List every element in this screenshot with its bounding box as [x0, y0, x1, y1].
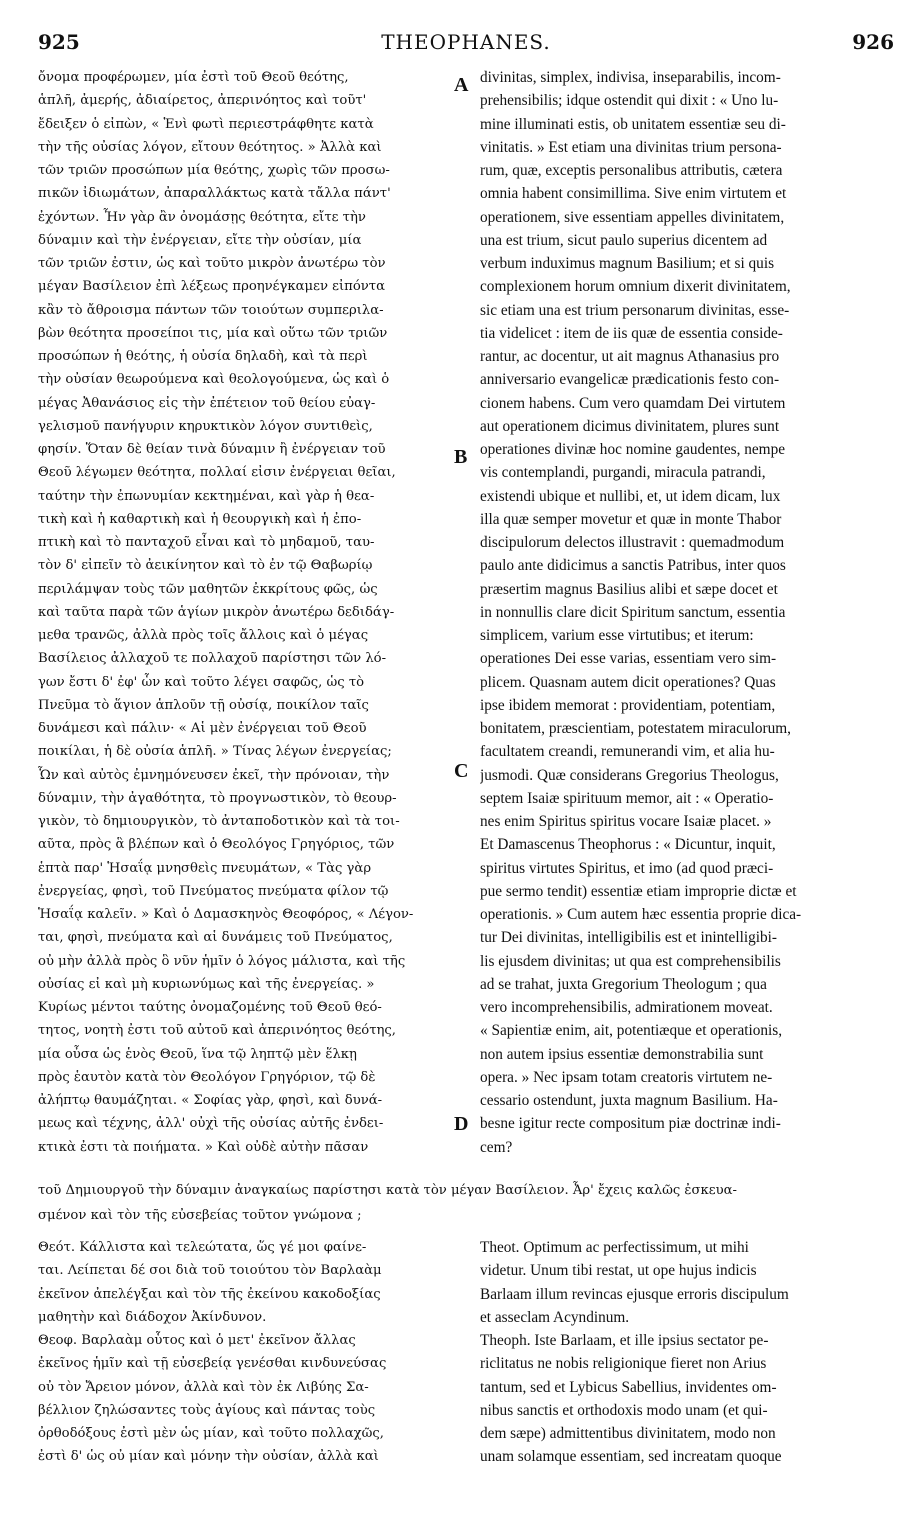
latin-text-line: operationem, sive essentiam appelles divinitatem, — [480, 208, 785, 226]
latin-text-line: tantum, sed et Lybicus Sabellius, invidentes om- — [480, 1378, 777, 1396]
latin-text-line: « Sapientiæ enim, ait, potentiæque et operationis, — [480, 1022, 783, 1040]
latin-text-line: rantur, ac docentur, ut ait magnus Athanasius pro — [480, 348, 780, 365]
greek-text-line: τῶν τριῶν ἐστιν, ὡς καὶ τοῦτο μικρὸν ἀνωτέρω τὸν — [38, 256, 386, 271]
greek-text-line: ἁπλῆ, ἀμερής, ἀδιαίρετος, ἀπερινόητος καὶ τοῦτ' — [38, 93, 367, 109]
latin-text-line: ipse ibidem memorat : providentiam, potentiam, — [480, 696, 776, 714]
latin-text-line: besne igitur recte compositum piæ doctrinæ indi- — [480, 1115, 781, 1133]
latin-text-line: rum, quæ, exceptis personalibus attributis, cætera — [480, 162, 783, 179]
latin-text-line: prehensibilis; idque ostendit qui dixit : « Uno lu- — [480, 92, 779, 110]
greek-text-line: ἐκεῖνον ἀπελέγξαι καὶ τὸν τῆς ἐκείνου κακοδοξίας — [38, 1286, 381, 1302]
greek-text-line: γικὸν, τὸ δημιουργικὸν, τὸ ἀνταποδοτικὸν καὶ τὰ τοι- — [38, 814, 400, 829]
greek-text-line: ὀρθοδόξους ἐστὶ μὲν ὡς μίαν, καὶ τοῦτο πολλαχῶς, — [38, 1426, 384, 1441]
latin-text-line: anniversario evangelicæ prædicationis festo con- — [480, 371, 780, 389]
greek-text-line: ὄνομα προφέρωμεν, μία ἐστὶ τοῦ Θεοῦ θεότης, — [38, 70, 349, 85]
greek-text-line: τὴν οὐσίαν θεωρούμενα καὶ θεολογούμενα, ὡς καὶ ὁ — [38, 372, 390, 388]
greek-text-line: Βασίλειος ἀλλαχοῦ τε πολλαχοῦ παρίστησι τῶν λό- — [38, 651, 387, 667]
latin-text-line: videtur. Unum tibi restat, ut ope hujus indicis — [480, 1262, 757, 1280]
greek-text-line: Κυρίως μέντοι ταύτης ὀνομαζομένης τοῦ Θεοῦ θεό- — [38, 1000, 382, 1015]
greek-text-line: μέγαν Βασίλειον ἐπὶ λέξεως προηνέγκαμεν εἰπόντα — [38, 279, 385, 295]
page-number-left: 925 — [38, 30, 80, 54]
latin-text-line: non autem ipsius essentiæ demonstrabilia sunt — [480, 1045, 764, 1063]
latin-text-line: vero incomprehensibilis, admirationem moveat. — [480, 999, 773, 1016]
latin-text-line: pue sermo tendit) essentiæ etiam improprie dictæ et — [480, 882, 797, 900]
latin-text-line: spiritus virtutes Spiritus, et imo (ad quod præci- — [480, 859, 774, 877]
greek-text-line: δυνάμεσι καὶ πάλιν· « Αἱ μὲν ἐνέργειαι τοῦ Θεοῦ — [38, 721, 367, 736]
greek-text-line: καὶ ταῦτα παρὰ τῶν ἁγίων μικρὸν ἀνωτέρω δεδιδάγ- — [38, 604, 395, 620]
greek-text-line: πτικὴ καὶ τὸ πανταχοῦ εἶναι καὶ τὸ μηδαμοῦ, ταυ- — [38, 535, 375, 550]
latin-text-line: et asseclam Acyndinum. — [480, 1308, 630, 1326]
greek-text-line: πρὸς ἑαυτὸν κατὰ τὸν Θεολόγον Γρηγόριον, τῷ δὲ — [38, 1069, 376, 1085]
latin-text-line: ad se trahat, juxta Gregorium Theologum ; qua — [480, 975, 767, 993]
greek-column — [38, 66, 448, 1159]
greek-text-line: ποικίλαι, ἡ δὲ οὐσία ἁπλῆ. » Τίνας λέγων ἐνεργείας; — [38, 744, 392, 760]
greek-text-line: οὐ μὴν ἀλλὰ πρὸς ὃ νῦν ἡμῖν ὁ λόγος μάλιστα, καὶ τῆς — [38, 953, 406, 969]
latin-text-line: mine illuminati estis, ob unitatem essentiæ seu di- — [480, 115, 786, 133]
greek-text-line: μεθα τρανῶς, ἀλλὰ πρὸς τοῖς ἄλλοις καὶ ὁ μέγας — [38, 628, 369, 643]
greek-text-line: Πνεῦμα τὸ ἅγιον ἁπλοῦν τῇ οὐσίᾳ, ποικίλον ταῖς — [38, 697, 369, 713]
greek-text-line: ἔδειξεν ὁ εἰπὼν, « Ἑνὶ φωτὶ περιεστράφθητε κατὰ — [38, 116, 374, 132]
latin-text-line: nibus sanctis et orthodoxis modo unam (et qui- — [480, 1401, 768, 1419]
section-marker-c: C — [454, 760, 469, 782]
latin-text-line: discipulorum delectos illustravit : quemadmodum — [480, 534, 785, 551]
latin-text-line: omnia habent consimillima. Sive enim virtutem et — [480, 185, 787, 203]
latin-text-line: illa quæ semper movetur et quæ in monte Thabor — [480, 510, 782, 528]
latin-text-line: divinitas, simplex, indivisa, inseparabilis, incom- — [480, 69, 781, 86]
running-title: THEOPHANES. — [381, 30, 551, 54]
greek-text-line: ἐνεργείας, φησὶ, τοῦ Πνεύματος πνεύματα φίλον τῷ — [38, 883, 389, 899]
greek-text-line: Ἡσαΐᾳ καλεῖν. » Καὶ ὁ Δαμασκηνὸς Θεοφόρος, « Λέγον- — [38, 907, 414, 922]
greek-text-line: βέλλιον ζηλώσαντες τοὺς ἁγίους καὶ πάντας τοὺς — [38, 1402, 376, 1418]
latin-text-line: riclitatus ne nobis religionique fieret non Arius — [480, 1355, 767, 1373]
greek-text-line: γων ἔστι δ' ἐφ' ὧν καὶ τοῦτο λέγει σαφῶς, ὡς τὸ — [38, 674, 365, 690]
greek-text-line: μέγας Ἀθανάσιος εἰς τὴν ἐπέτειον τοῦ θείου εὐαγ- — [38, 395, 376, 411]
greek-text-line: μία οὖσα ὡς ἑνὸς Θεοῦ, ἵνα τῷ ληπτῷ μὲν ἕλκῃ — [38, 1046, 357, 1062]
bridge-line-1: τοῦ Δημιουργοῦ τὴν δύναμιν ἀναγκαίως παρίστησι κατὰ τὸν μέγαν Βασίλειον. Ἆρ' ἔχεις καλῶς ἐσκευα- — [38, 1183, 737, 1198]
latin-text-line: bonitatem, præscientiam, potestatem miraculorum, — [480, 720, 791, 737]
latin-text-line: tur Dei divinitas, intelligibilis est et inintelligibi- — [480, 929, 777, 947]
greek-text-line: τικὴ καὶ ἡ καθαρτικὴ καὶ ἡ θεουργικὴ καὶ ἡ ἐπο- — [38, 511, 362, 527]
greek-text-line: βὼν θεότητα προσείποι τις, μία καὶ οὕτω τῶν τριῶν — [38, 325, 388, 341]
greek-text-line: Θεοφ. Βαρλαὰμ οὗτος καὶ ὁ μετ' ἐκεῖνον ἄλλας — [38, 1333, 356, 1348]
greek-text-line: οὐ τὸν Ἄρειον μόνον, ἀλλὰ καὶ τὸν ἐκ Λιβύης Σα- — [38, 1379, 369, 1395]
greek-text-line: ἑπτὰ παρ' Ἡσαΐᾳ μνησθεὶς πνευμάτων, « Τὰς γὰρ — [38, 860, 372, 876]
latin-text-line: lis ejusdem divinitas; ut qua est comprehensibilis — [480, 952, 781, 970]
greek-text-line: προσώπων ἡ θεότης, ἡ οὐσία δηλαδὴ, καὶ τὰ περὶ — [38, 349, 368, 364]
latin-text-line: Theot. Optimum ac perfectissimum, ut mihi — [480, 1239, 749, 1256]
latin-text-line: paulo ante didicimus a sanctis Patribus, inter quos — [480, 557, 786, 575]
greek-text-line: κτικὰ ἐστι τὰ ποιήματα. » Καὶ οὐδὲ αὐτὴν πᾶσαν — [38, 1139, 369, 1155]
latin-text-line: jusmodi. Quæ considerans Gregorius Theologus, — [480, 766, 779, 784]
greek-text-line: ἐχόντων. Ἦν γὰρ ἂν ὀνομάσῃς θεότητα, εἴτε τὴν — [38, 209, 366, 225]
latin-text-line: vis contemplandi, purgandi, miracula patrandi, — [480, 464, 766, 482]
greek-text-line: Θεοῦ λέγωμεν θεότητα, πολλαί εἰσιν ἐνέργειαι θεῖαι, — [38, 465, 396, 481]
latin-text-line: verbum induximus magnum Basilium; et si quis — [480, 255, 775, 272]
greek-text-line: γελισμοῦ πανήγυριν κηρυκτικὸν λόγον συντιθεὶς, — [38, 418, 373, 434]
bridge-line-2: σμένον καὶ τὸν τῆς εὐσεβείας τοῦτον γνώμονα ; — [38, 1208, 362, 1223]
greek-text-line: αῦτα, πρὸς ἃ βλέπων καὶ ὁ Θεολόγος Γρηγόριος, τῶν — [38, 837, 395, 853]
latin-text-line: Et Damascenus Theophorus : « Dicuntur, inquit, — [480, 836, 776, 854]
greek-text-line: ἐστὶ δ' ὡς οὐ μίαν καὶ μόνην τὴν οὐσίαν, ἀλλὰ καὶ — [38, 1449, 379, 1465]
latin-text-line: existendi ubique et nullibi, et, ut idem dicam, lux — [480, 487, 781, 505]
latin-text-line: complexionem horum omnium dixerit divinitatem, — [480, 278, 791, 296]
latin-text-line: facultatem creandi, remunerandi vim, et alia hu- — [480, 743, 775, 761]
greek-text-line: ται, φησὶ, πνεύματα καὶ αἱ δυνάμεις τοῦ Πνεύματος, — [38, 930, 393, 946]
greek-text-line: τὴν τῆς οὐσίας λόγον, εἴτουν θεότητος. » Ἀλλὰ καὶ — [38, 139, 382, 155]
greek-column-dialogue — [38, 1236, 448, 1469]
greek-text-line: τητος, νοητὴ ἐστι τοῦ αὐτοῦ καὶ ἀπερινόητος θεότης, — [38, 1023, 396, 1039]
greek-text-line: κἂν τὸ ἄθροισμα πάντων τῶν τοιούτων συμπεριλα- — [38, 302, 384, 318]
latin-text-line: operationes Dei esse varias, essentiam vero sim- — [480, 650, 777, 668]
latin-column-dialogue — [480, 1236, 888, 1469]
section-marker-d: D — [454, 1113, 469, 1135]
latin-column — [480, 66, 888, 1159]
greek-text-line: δύναμιν καὶ τὴν ἐνέργειαν, εἴτε τὴν οὐσίαν, μία — [38, 232, 362, 248]
greek-text-line: οὐσίας εἰ καὶ μὴ κυριωνύμως καὶ τῆς ἐνεργείας. » — [38, 976, 375, 992]
latin-text-line: operationis. » Cum autem hæc essentia proprie dica- — [480, 906, 802, 923]
greek-text-line: περιλάμψαν τοὺς τῶν μαθητῶν ἐκκρίτους φῶς, ὡς — [38, 581, 378, 597]
greek-text-line: ἐκεῖνος ἡμῖν καὶ τῇ εὐσεβείᾳ γενέσθαι κινδυνεύσας — [38, 1356, 387, 1372]
latin-text-line: septem Isaiæ spirituum memor, ait : « Operatio- — [480, 789, 774, 807]
greek-text-line: ται. Λείπεται δέ σοι διὰ τοῦ τοιούτου τὸν Βαρλαὰμ — [38, 1263, 382, 1279]
greek-text-line: τῶν τριῶν προσώπων μία θεότης, χωρὶς τῶν προσω- — [38, 163, 390, 178]
latin-text-line: aut operationem dicimus divinitatem, plures sunt — [480, 417, 780, 435]
latin-text-line: operationes divinæ hoc nomine gaudentes, nempe — [480, 441, 786, 458]
section-marker-a: A — [454, 74, 469, 96]
latin-text-line: in nonnullis clare dicit Spiritum sanctum, essentia — [480, 603, 786, 621]
latin-text-line: plicem. Quasnam autem dicit operationes? Quas — [480, 673, 776, 691]
latin-text-line: cem? — [480, 1138, 513, 1156]
greek-text-line: ἀλήπτῳ θαυμάζηται. « Σοφίας γὰρ, φησὶ, καὶ δυνά- — [38, 1093, 383, 1108]
latin-text-line: Barlaam illum revincas ejusque erroris discipulum — [480, 1285, 789, 1303]
greek-text-line: Ὧν καὶ αὐτὸς ἐμνημόνευσεν ἐκεῖ, τὴν πρόνοιαν, τὴν — [38, 767, 390, 783]
latin-text-line: Theoph. Iste Barlaam, et ille ipsius sectator pe- — [480, 1332, 769, 1349]
page-header — [38, 30, 894, 60]
latin-text-line: simplicem, varium esse virtutibus; et iterum: — [480, 627, 754, 644]
greek-text-line: δύναμιν, τὴν ἀγαθότητα, τὸ προγνωστικὸν, τὸ θεουρ- — [38, 790, 397, 806]
latin-text-line: opera. » Nec ipsam totam creatoris virtutem ne- — [480, 1068, 773, 1086]
greek-text-line: φησίν. Ὅταν δὲ θείαν τινὰ δύναμιν ἢ ἐνέργειαν τοῦ — [38, 442, 386, 457]
section-marker-b: B — [454, 446, 468, 468]
latin-text-line: vinitatis. » Est etiam una divinitas trium persona- — [480, 138, 782, 156]
latin-text-line: cionem habens. Cum vero quamdam Dei virtutem — [480, 394, 786, 412]
latin-text-line: dem sæpe) admittentibus divinitatem, modo non — [480, 1425, 776, 1442]
latin-text-line: tia videlicet : item de iis quæ de essentia conside- — [480, 324, 783, 342]
greek-text-line: μεως καὶ τέχνης, ἀλλ' οὐχὶ τῆς οὐσίας αὐτῆς ἐνδει- — [38, 1116, 384, 1132]
latin-text-line: cessario ostendunt, juxta magnum Basilium. Ha- — [480, 1092, 778, 1109]
greek-text-line: Θεότ. Κάλλιστα καὶ τελεώτατα, ὥς γέ μοι φαίνε- — [38, 1240, 367, 1255]
latin-text-line: præsertim magnus Basilius alibi et sæpe docet et — [480, 580, 778, 598]
greek-text-line: ταύτην τὴν ἐπωνυμίαν κεκτημέναι, καὶ γὰρ ἡ θεα- — [38, 488, 375, 504]
latin-text-line: nes enim Spiritus spiritus vocare Isaiæ placet. » — [480, 813, 772, 830]
greek-text-line: πικῶν ἰδιωμάτων, ἀπαραλλάκτως κατὰ τἄλλα πάντ' — [38, 186, 391, 202]
latin-text-line: unam solamque essentiam, sed increatam quoque — [480, 1448, 782, 1466]
greek-text-line: τὸν δ' εἰπεῖν τὸ ἀεικίνητον καὶ τὸ ἐν τῷ Θαβωρίῳ — [38, 558, 373, 574]
page-number-right: 926 — [852, 30, 894, 54]
greek-text-line: μαθητὴν καὶ διάδοχον Ἀκίνδυνον. — [38, 1309, 267, 1325]
latin-text-line: una est trium, sicut paulo superius dicentem ad — [480, 231, 768, 249]
latin-text-line: sic etiam una est trium personarum divinitas, esse- — [480, 301, 790, 319]
